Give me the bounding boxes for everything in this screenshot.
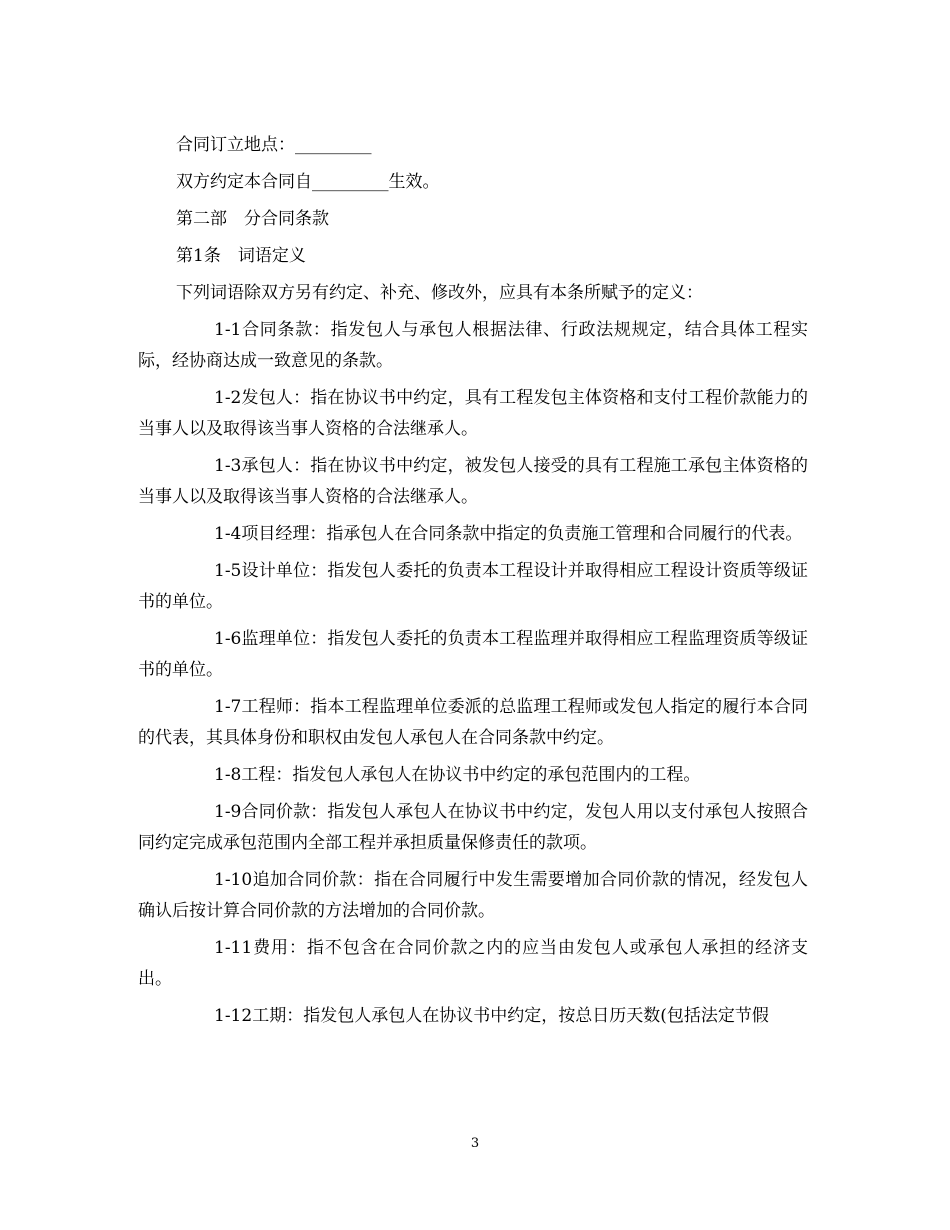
definition-number: 1-11 — [214, 938, 253, 958]
definition-item — [138, 383, 808, 445]
page-number: 3 — [470, 1136, 480, 1151]
definition-item — [138, 1001, 808, 1032]
definition-text: 合同条款：指发包人与承包人根据法律、行政法规规定，结合具体工程实际，经协商达成一致意见的条款。 — [138, 320, 808, 371]
definition-item — [138, 451, 808, 513]
definition-number: 1-9 — [214, 802, 242, 822]
contract-location-line: 合同订立地点：_________ — [176, 135, 372, 155]
definition-number: 1-4 — [214, 524, 242, 544]
definition-item — [138, 797, 808, 859]
definition-number: 1-3 — [214, 456, 242, 476]
definition-item — [138, 519, 808, 550]
definition-text: 发包人：指在协议书中约定，具有工程发包主体资格和支付工程价款能力的当事人以及取得该当事人资格的合法继承人。 — [138, 388, 808, 439]
definition-text: 工期：指发包人承包人在协议书中约定，按总日历天数(包括法定节假 — [252, 1006, 769, 1026]
definition-text: 设计单位：指发包人委托的负责本工程设计并取得相应工程设计资质等级证书的单位。 — [138, 561, 808, 612]
definition-number: 1-7 — [214, 697, 242, 717]
definitions-intro: 下列词语除双方另有约定、补充、修改外，应具有本条所赋予的定义： — [176, 283, 703, 303]
definition-item — [138, 315, 808, 377]
definition-number: 1-10 — [214, 870, 253, 890]
definition-item — [138, 760, 808, 791]
definition-item — [138, 865, 808, 927]
definition-number: 1-8 — [214, 765, 242, 785]
definition-text: 工程师：指本工程监理单位委派的总监理工程师或发包人指定的履行本合同的代表，其具体身份和职权由发包人承包人在合同条款中约定。 — [138, 697, 808, 748]
definition-number: 1-2 — [214, 388, 242, 408]
definition-text: 追加合同价款：指在合同履行中发生需要增加合同价款的情况，经发包人确认后按计算合同价款的方法增加的合同价款。 — [138, 870, 808, 921]
definition-text: 费用：指不包含在合同价款之内的应当由发包人或承包人承担的经济支出。 — [138, 938, 808, 989]
definition-number: 1-5 — [214, 561, 242, 581]
definition-item — [138, 692, 808, 754]
definition-text: 监理单位：指发包人委托的负责本工程监理并取得相应工程监理资质等级证书的单位。 — [138, 629, 808, 680]
definition-text: 合同价款：指发包人承包人在协议书中约定，发包人用以支付承包人按照合同约定完成承包范围内全部工程并承担质量保修责任的款项。 — [138, 802, 808, 853]
effective-date-line: 双方约定本合同自_________生效。 — [176, 172, 440, 192]
article-1-heading: 第1条 词语定义 — [176, 246, 306, 266]
part-two-heading: 第二部 分合同条款 — [176, 209, 329, 229]
definition-text: 工程：指发包人承包人在协议书中约定的承包范围内的工程。 — [241, 765, 701, 785]
definition-text: 项目经理：指承包人在合同条款中指定的负责施工管理和合同履行的代表。 — [241, 524, 803, 544]
document-body — [138, 130, 808, 1038]
definition-item — [138, 933, 808, 995]
definition-item — [138, 556, 808, 618]
definition-number: 1-6 — [214, 629, 242, 649]
definition-number: 1-1 — [214, 320, 242, 340]
definition-number: 1-12 — [214, 1006, 253, 1026]
definition-text: 承包人：指在协议书中约定，被发包人接受的具有工程施工承包主体资格的当事人以及取得该当事人资格的合法继承人。 — [138, 456, 808, 507]
definition-item — [138, 624, 808, 686]
